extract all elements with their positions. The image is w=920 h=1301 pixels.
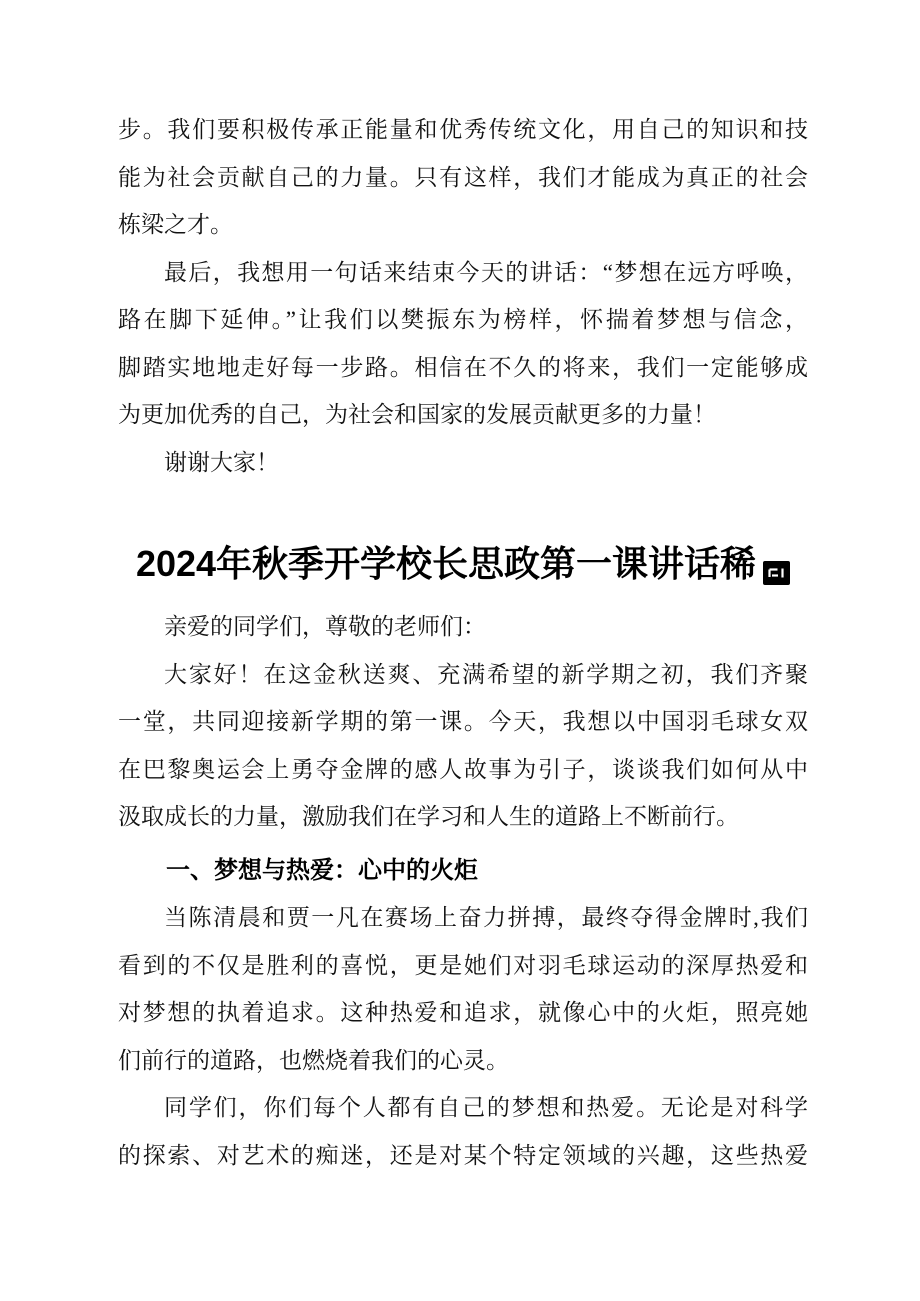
text-line: 步。我们要积极传承正能量和优秀传统文化，用自己的知识和技 — [118, 117, 808, 142]
paragraph — [118, 249, 808, 439]
text-line: 脚踏实地地走好每一步路。相信在不久的将来，我们一定能够成 — [118, 354, 808, 380]
text-line: 一堂，共同迎接新学期的第一课。今天，我想以中国羽毛球女双 — [118, 709, 808, 734]
paragraph — [118, 651, 808, 841]
page-title-text: 2024年秋季开学校长思政第一课讲话稀 — [135, 543, 757, 584]
text-line: 当陈清晨和贾一凡在赛场上奋力拼搏，最终夺得金牌时,我们 — [164, 905, 808, 930]
text-line: 能为社会贡献自己的力量。只有这样，我们才能成为真正的社会 — [118, 164, 808, 190]
text-line: 在巴黎奥运会上勇夺金牌的感人故事为引子，谈谈我们如何从中 — [118, 756, 808, 782]
section-heading: 一、梦想与热爱：心中的火炬 — [166, 856, 478, 884]
text-line: 同学们，你们每个人都有自己的梦想和热爱。无论是对科学 — [164, 1095, 808, 1120]
paragraph — [118, 894, 808, 1084]
text-line: 们前行的道路，也燃烧着我们的心灵。 — [118, 1047, 509, 1073]
paragraph — [118, 603, 808, 651]
text-line: 亲爱的同学们，尊敬的老师们： — [164, 614, 486, 639]
text-line: 大家好！在这金秋送爽、充满希望的新学期之初，我们齐聚 — [164, 661, 808, 687]
text-line: 路在脚下延伸。”让我们以樊振东为榜样，怀揣着梦想与信念， — [118, 307, 808, 332]
paragraph — [118, 439, 808, 487]
text-line: 最后，我想用一句话来结束今天的讲话：“梦想在远方呼唤， — [164, 259, 808, 285]
page-title — [118, 534, 808, 603]
text-line: 栋梁之才。 — [118, 212, 233, 237]
text-line: 的探索、对艺术的痴迷，还是对某个特定领域的兴趣，这些热爱 — [118, 1142, 808, 1168]
paragraph — [118, 1084, 808, 1179]
text-line: 对梦想的执着追求。这种热爱和追求，就像心中的火炬，照亮她 — [118, 1000, 808, 1025]
text-line: 汲取成长的力量，激励我们在学习和人生的道路上不断前行。 — [118, 804, 739, 829]
text-line: 为更加优秀的自己，为社会和国家的发展贡献更多的力量！ — [118, 402, 716, 427]
paragraph — [118, 106, 808, 249]
text-line: 谢谢大家！ — [164, 449, 279, 475]
title-marker-icon — [763, 543, 790, 603]
text-line: 看到的不仅是胜利的喜悦，更是她们对羽毛球运动的深厚热爱和 — [118, 952, 808, 978]
